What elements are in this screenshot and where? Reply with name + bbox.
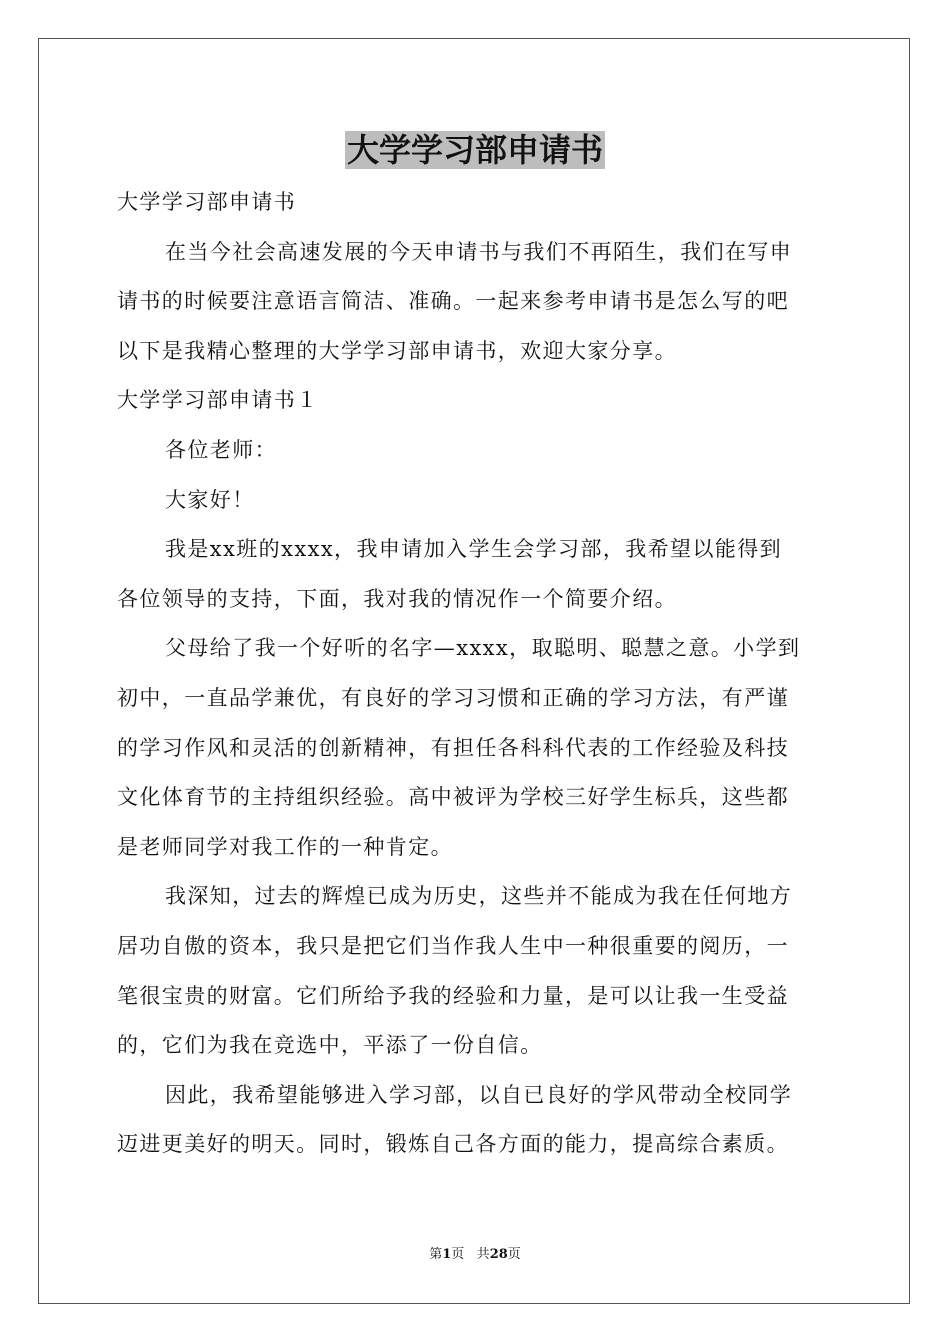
body-line: 笔很宝贵的财富。它们所给予我的经验和力量，是可以让我一生受益	[117, 983, 789, 1008]
body-line: 大家好！	[165, 487, 255, 512]
footer-total-prefix: 共	[476, 1247, 490, 1262]
body-line: 我是xx班的xxxx，我申请加入学生会学习部，我希望以能得到	[165, 537, 783, 562]
body-line: 以下是我精心整理的大学学习部申请书，欢迎大家分享。	[117, 338, 677, 363]
document-title-text: 大学学习部申请书	[346, 131, 603, 169]
document-title	[0, 128, 950, 172]
body-line: 的学习作风和灵活的创新精神，有担任各科科代表的工作经验及科技	[117, 735, 789, 760]
body-line: 各位领导的支持，下面，我对我的情况作一个简要介绍。	[117, 586, 677, 611]
footer-page-number: 1	[442, 1247, 452, 1262]
body-line: 是老师同学对我工作的一种肯定。	[117, 834, 453, 859]
footer-page-suffix: 页	[451, 1247, 465, 1262]
body-line: 文化体育节的主持组织经验。高中被评为学校三好学生标兵，这些都	[117, 785, 789, 810]
body-line: 的，它们为我在竞选中，平添了一份自信。	[117, 1033, 543, 1058]
body-line: 我深知，过去的辉煌已成为历史，这些并不能成为我在任何地方	[165, 884, 793, 909]
body-line: 因此，我希望能够进入学习部，以自已良好的学风带动全校同学	[165, 1082, 793, 1107]
body-line: 在当今社会高速发展的今天申请书与我们不再陌生，我们在写申	[165, 239, 793, 264]
footer-page-prefix: 第	[429, 1247, 443, 1262]
body-line: 大学学习部申请书１	[117, 388, 319, 413]
page-footer	[0, 1246, 950, 1264]
footer-total-pages: 28	[489, 1247, 508, 1262]
body-line: 初中，一直品学兼优，有良好的学习习惯和正确的学习方法，有严谨	[117, 685, 789, 710]
body-line: 父母给了我一个好听的名字—xxxx，取聪明、聪慧之意。小学到	[165, 636, 801, 661]
body-line: 请书的时候要注意语言简洁、准确。一起来参考申请书是怎么写的吧	[117, 289, 789, 314]
document-body	[117, 178, 835, 1170]
body-line: 居功自傲的资本，我只是把它们当作我人生中一种很重要的阅历，一	[117, 933, 789, 958]
footer-total-suffix: 页	[507, 1247, 521, 1262]
body-line: 大学学习部申请书	[117, 190, 297, 214]
body-line: 各位老师：	[165, 437, 277, 462]
body-line: 迈进更美好的明天。同时，锻炼自己各方面的能力，提高综合素质。	[117, 1132, 789, 1157]
